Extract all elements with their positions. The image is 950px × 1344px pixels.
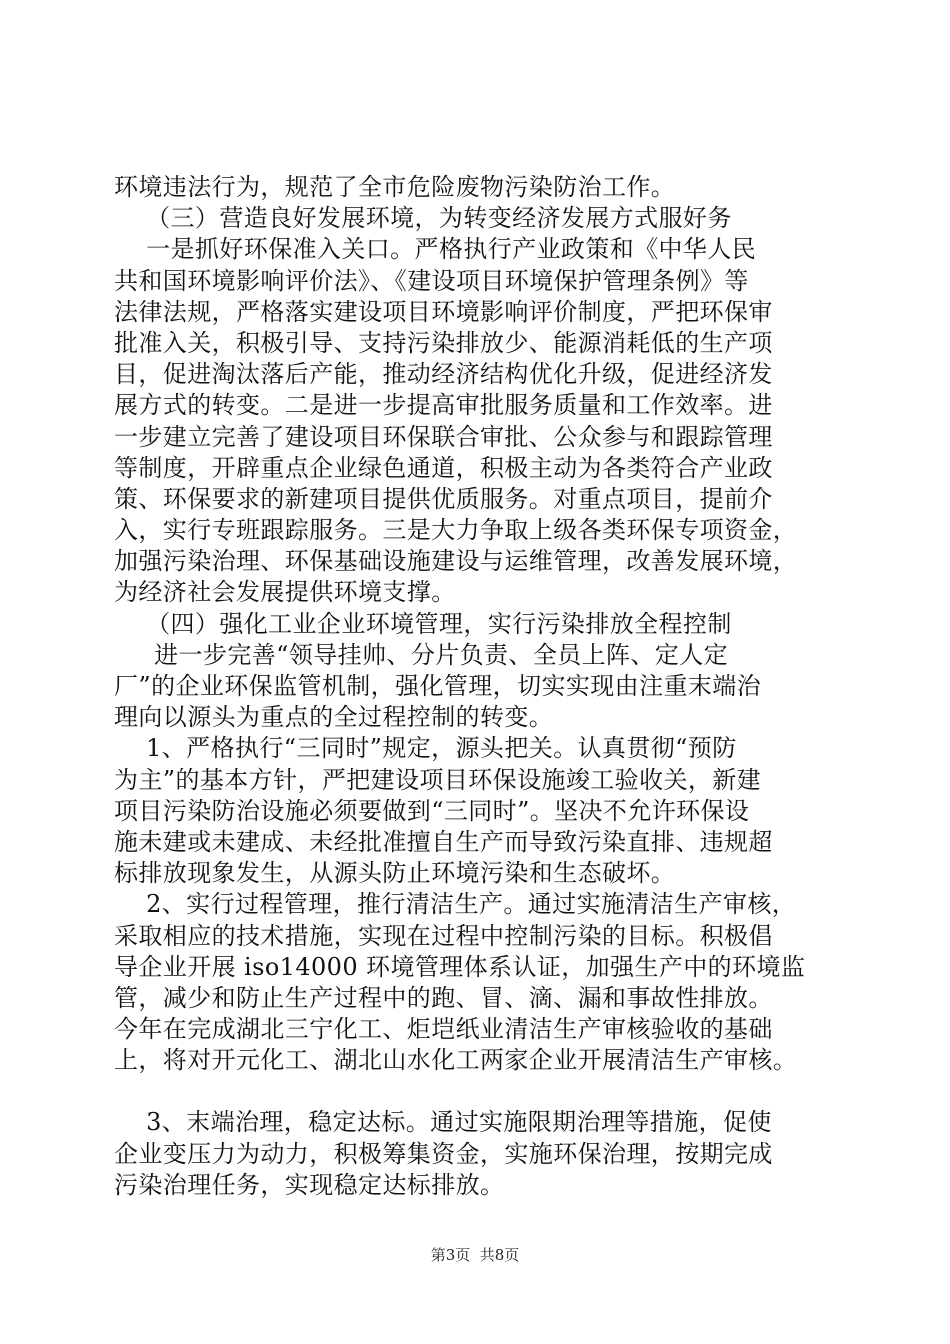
text-line: 3、末端治理，稳定达标。通过实施限期治理等措施，促使 xyxy=(114,1108,772,1137)
text-line: 导企业开展 iso14000 环境管理体系认证，加强生产中的环境监 xyxy=(114,952,806,981)
text-line: 法律法规，严格落实建设项目环境影响评价制度，严把环保审 xyxy=(114,297,773,326)
text-line: 入，实行专班跟踪服务。三是大力争取上级各类环保专项资金， xyxy=(114,516,798,545)
text-line: 一是抓好环保准入关口。严格执行产业政策和《中华人民 xyxy=(114,235,757,264)
text-line: 进一步完善“领导挂帅、分片负责、全员上阵、定人定 xyxy=(114,640,729,669)
text-line: 目，促进淘汰落后产能，推动经济结构优化升级，促进经济发 xyxy=(114,360,773,389)
paragraph-gap xyxy=(114,1076,844,1107)
text-line: 1、严格执行“三同时”规定，源头把关。认真贯彻“预防 xyxy=(114,734,737,763)
page-footer xyxy=(0,1245,950,1265)
text-line: 理向以源头为重点的全过程控制的转变。 xyxy=(114,703,554,732)
text-line: 管，减少和防止生产过程中的跑、冒、滴、漏和事故性排放。 xyxy=(114,983,773,1012)
text-line: 污染治理任务，实现稳定达标排放。 xyxy=(114,1170,505,1199)
section-heading: （三）营造良好发展环境，为转变经济发展方式服好务 xyxy=(114,204,732,233)
text-line: 2、实行过程管理，推行清洁生产。通过实施清洁生产审核， xyxy=(114,890,797,919)
text-line: 为经济社会发展提供环境支撑。 xyxy=(114,578,456,607)
text-line: 企业变压力为动力，积极筹集资金，实施环保治理，按期完成 xyxy=(114,1139,773,1168)
document-body xyxy=(114,172,844,1201)
text-line: 加强污染治理、环保基础设施建设与运维管理，改善发展环境， xyxy=(114,547,798,576)
text-line: 一步建立完善了建设项目环保联合审批、公众参与和跟踪管理 xyxy=(114,422,773,451)
section-heading: （四）强化工业企业环境管理，实行污染排放全程控制 xyxy=(114,609,732,638)
text-line: 标排放现象发生，从源头防止环境污染和生态破坏。 xyxy=(114,859,676,888)
page-number: 第3页 共8页 xyxy=(430,1246,520,1264)
text-line: 展方式的转变。二是进一步提高审批服务质量和工作效率。进 xyxy=(114,391,773,420)
text-line: 厂”的企业环保监管机制，强化管理，切实实现由注重末端治 xyxy=(114,672,762,700)
text-line: 今年在完成湖北三宁化工、炬垲纸业清洁生产审核验收的基础 xyxy=(114,1015,773,1044)
text-line: 等制度，开辟重点企业绿色通道，积极主动为各类符合产业政 xyxy=(114,453,773,482)
text-line: 策、环保要求的新建项目提供优质服务。对重点项目，提前介 xyxy=(114,484,773,513)
text-line: 项目污染防治设施必须要做到“三同时”。坚决不允许环保设 xyxy=(114,796,750,825)
text-line: 施未建或未建成、未经批准擅自生产而导致污染直排、违规超 xyxy=(114,827,773,856)
text-line: 上，将对开元化工、湖北山水化工两家企业开展清洁生产审核。 xyxy=(114,1046,798,1075)
text-line: 环境违法行为，规范了全市危险废物污染防治工作。 xyxy=(114,173,676,201)
text-line: 批准入关，积极引导、支持污染排放少、能源消耗低的生产项 xyxy=(114,328,773,357)
text-line: 采取相应的技术措施，实现在过程中控制污染的目标。积极倡 xyxy=(114,921,773,950)
text-line: 为主”的基本方针，严把建设项目环保设施竣工验收关，新建 xyxy=(114,765,762,794)
text-line: 共和国环境影响评价法》、《建设项目环境保护管理条例》等 xyxy=(114,266,749,295)
